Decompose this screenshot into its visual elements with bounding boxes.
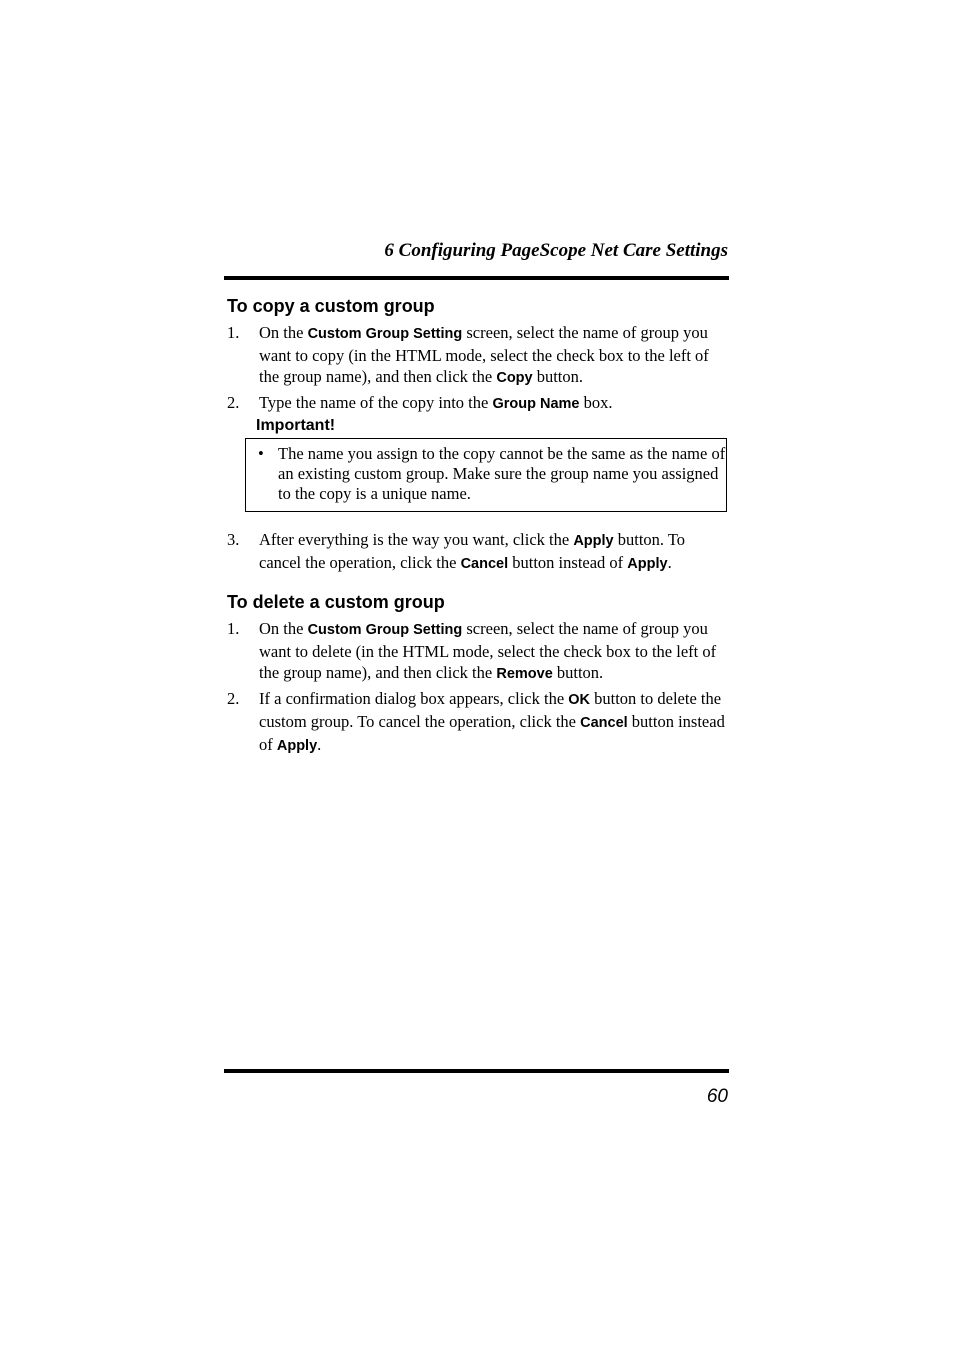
ui-term-apply: Apply <box>276 738 318 754</box>
ui-term-custom-group-setting: Custom Group Setting <box>307 622 463 638</box>
step-text: button to delete the custom group. To cancel the operation, click the <box>259 689 722 731</box>
step-number: 2. <box>227 689 240 708</box>
copy-step-2 <box>227 392 727 415</box>
important-note-item <box>258 444 730 504</box>
ui-term-remove: Remove <box>496 666 553 682</box>
copy-step-3 <box>227 529 727 575</box>
step-text: After everything is the way you want, click the <box>259 530 574 549</box>
step-text: button. <box>532 367 584 386</box>
step-text: button. <box>552 663 604 682</box>
step-text: If a confirmation dialog box appears, click the <box>259 689 569 708</box>
important-label: Important! <box>256 417 336 434</box>
ui-term-custom-group-setting: Custom Group Setting <box>307 326 463 342</box>
step-text: On the <box>259 323 308 342</box>
step-text: . <box>317 735 322 754</box>
ui-term-apply: Apply <box>573 533 614 549</box>
copy-section-heading: To copy a custom group <box>227 296 435 316</box>
step-text: button instead of <box>508 553 628 572</box>
step-text: button. To cancel the operation, click the <box>259 530 686 572</box>
ui-term-ok: OK <box>568 692 591 708</box>
ui-term-group-name: Group Name <box>492 396 580 412</box>
step-text: screen, select the name of group you want to copy (in the HTML mode, select the check box to the left of the group name), and then click the <box>259 323 709 386</box>
page-number: 60 <box>706 1086 728 1107</box>
delete-steps-list <box>227 618 727 760</box>
copy-step-1 <box>227 322 727 389</box>
step-text: box. <box>579 393 613 412</box>
bullet-icon: • <box>258 444 264 463</box>
step-text: screen, select the name of group you want to delete (in the HTML mode, select the check box to the left of the group name), and then click the <box>259 619 717 682</box>
chapter-header-title: 6 Configuring PageScope Net Care Settings <box>384 240 728 261</box>
delete-step-1 <box>227 618 727 685</box>
ui-term-copy: Copy <box>496 370 533 386</box>
important-note-box <box>245 438 727 512</box>
copy-steps-list-continued <box>227 529 727 578</box>
step-number: 3. <box>227 530 240 549</box>
copy-steps-list <box>227 322 727 418</box>
step-text: . <box>667 553 672 572</box>
footer-rule <box>224 1069 729 1073</box>
step-number: 2. <box>227 393 240 412</box>
important-note-text: The name you assign to the copy cannot be the same as the name of an existing custom group. Make sure the group name you assigned to the copy is a unique name. <box>278 444 726 503</box>
ui-term-cancel: Cancel <box>580 715 628 731</box>
step-text: button instead of <box>259 712 725 754</box>
step-number: 1. <box>227 323 240 342</box>
delete-section-heading: To delete a custom group <box>227 592 445 612</box>
ui-term-cancel: Cancel <box>460 556 509 572</box>
ui-term-apply: Apply <box>627 556 668 572</box>
step-text: On the <box>259 619 308 638</box>
step-text: Type the name of the copy into the <box>259 393 493 412</box>
step-number: 1. <box>227 619 240 638</box>
header-rule <box>224 276 729 280</box>
delete-step-2 <box>227 688 727 757</box>
